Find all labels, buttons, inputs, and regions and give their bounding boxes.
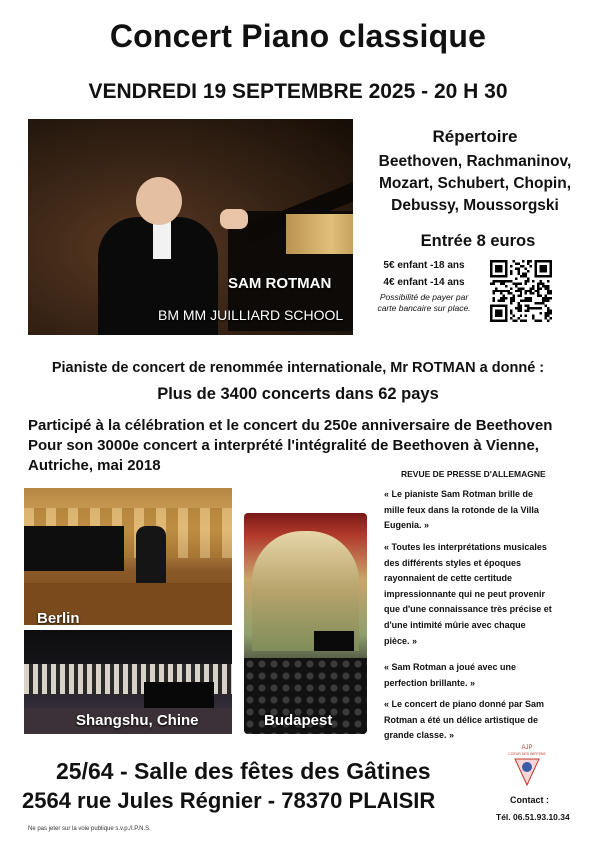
qr-module	[520, 275, 522, 277]
qr-module	[510, 297, 512, 299]
qr-module	[525, 292, 527, 294]
qr-module	[537, 285, 539, 287]
berlin-caption: Berlin	[37, 610, 80, 625]
qr-module	[520, 300, 522, 302]
footer-notice: Ne pas jeter sur la voie publique s.v.p./I.P.N.S.	[28, 826, 151, 832]
qr-module	[550, 310, 552, 312]
qr-module	[527, 290, 529, 292]
qr-module	[495, 290, 497, 292]
qr-module	[537, 292, 539, 294]
qr-module	[507, 290, 509, 292]
press-quote-line: rayonnaient de cette certitude	[384, 573, 513, 584]
qr-module	[510, 310, 512, 312]
qr-module	[547, 280, 549, 282]
qr-module	[502, 297, 504, 299]
qr-module	[515, 285, 517, 287]
qr-module	[517, 272, 519, 274]
press-quote-line: « Le pianiste Sam Rotman brille de	[384, 489, 534, 499]
qr-module	[532, 317, 534, 319]
qr-module	[515, 307, 517, 309]
qr-module	[507, 292, 509, 294]
venue-address: 2564 rue Jules Régnier - 78370 PLAISIR	[22, 788, 436, 813]
qr-module	[537, 282, 539, 284]
qr-module	[550, 312, 552, 314]
qr-module	[527, 270, 529, 272]
qr-module	[532, 315, 534, 317]
qr-module	[537, 290, 539, 292]
qr-module	[510, 265, 512, 267]
qr-module	[515, 290, 517, 292]
qr-finder-module	[495, 265, 502, 272]
press-quote	[384, 540, 574, 649]
qr-module	[547, 290, 549, 292]
qr-module	[547, 310, 549, 312]
qr-module	[500, 292, 502, 294]
concert-date: VENDREDI 19 SEPTEMBRE 2025 - 20 H 30	[88, 80, 508, 103]
qr-module	[517, 290, 519, 292]
qr-module	[512, 295, 514, 297]
qr-module	[525, 300, 527, 302]
qr-module	[545, 312, 547, 314]
qr-module	[520, 320, 522, 322]
qr-module	[527, 260, 529, 262]
qr-module	[545, 297, 547, 299]
qr-module	[530, 300, 532, 302]
qr-module	[540, 282, 542, 284]
qr-module	[495, 287, 497, 289]
qr-module	[510, 317, 512, 319]
payment-note-line: carte bancaire sur place.	[377, 303, 471, 313]
qr-module	[512, 315, 514, 317]
qr-module	[517, 317, 519, 319]
qr-module	[520, 307, 522, 309]
poster-title: Concert Piano classique	[109, 18, 487, 54]
qr-module	[545, 317, 547, 319]
qr-module	[517, 295, 519, 297]
qr-module	[525, 297, 527, 299]
qr-module	[540, 312, 542, 314]
qr-module	[537, 307, 539, 309]
pianist-hand-shape	[220, 209, 248, 229]
achievement-line: Autriche, mai 2018	[28, 457, 161, 474]
qr-module	[535, 320, 537, 322]
qr-module	[505, 280, 507, 282]
qr-module	[517, 302, 519, 304]
qr-module	[545, 315, 547, 317]
qr-module	[500, 290, 502, 292]
qr-module	[530, 290, 532, 292]
shanghai-photo	[24, 630, 232, 734]
qr-module	[492, 280, 494, 282]
qr-module	[522, 275, 524, 277]
qr-module	[527, 280, 529, 282]
qr-module	[500, 280, 502, 282]
qr-module	[522, 320, 524, 322]
qr-module	[532, 292, 534, 294]
qr-module	[527, 297, 529, 299]
qr-module	[505, 290, 507, 292]
qr-module	[517, 305, 519, 307]
qr-module	[492, 297, 494, 299]
qr-module	[540, 287, 542, 289]
repertoire-line: Beethoven, Rachmaninov,	[378, 153, 572, 170]
qr-module	[510, 272, 512, 274]
qr-module	[497, 280, 499, 282]
qr-module	[520, 310, 522, 312]
press-quote-line: « Sam Rotman a joué avec une	[384, 662, 517, 672]
qr-module	[515, 262, 517, 264]
press-quote-line: mille feux dans la rotonde de la Villa	[384, 504, 539, 515]
qr-module	[522, 265, 524, 267]
achievement-line: Pour son 3000e concert a interprété l'intégralité de Beethoven à Vienne,	[28, 437, 539, 454]
press-quote-line: impressionnante qui ne peut provenir	[384, 588, 546, 599]
entry-price: Entrée 8 euros	[420, 232, 536, 250]
qr-module	[545, 285, 547, 287]
qr-module	[492, 282, 494, 284]
qr-module	[510, 287, 512, 289]
press-quote-line: des différents styles et époques	[384, 557, 522, 568]
qr-module	[530, 260, 532, 262]
press-quote-line: pièce. »	[384, 635, 418, 646]
qr-module	[522, 260, 524, 262]
qr-module	[490, 282, 492, 284]
qr-module	[517, 262, 519, 264]
concert-count: Plus de 3400 concerts dans 62 pays	[157, 385, 439, 403]
budapest-photo	[244, 513, 367, 734]
price-child-14: 4€ enfant -14 ans	[383, 277, 465, 288]
press-quote-line: perfection brillante. »	[384, 677, 476, 688]
pianist-name: SAM ROTMAN	[228, 275, 332, 292]
qr-module	[550, 297, 552, 299]
piano-shape	[144, 682, 214, 708]
logo-dot-shape	[522, 762, 532, 772]
qr-module	[525, 290, 527, 292]
qr-module	[547, 300, 549, 302]
qr-module	[522, 287, 524, 289]
piano-shape	[24, 526, 124, 571]
qr-module	[510, 302, 512, 304]
qr-module	[497, 300, 499, 302]
repertoire-line: Mozart, Schubert, Chopin,	[378, 175, 572, 192]
qr-module	[530, 297, 532, 299]
price-child-18: 5€ enfant -18 ans	[383, 260, 465, 271]
qr-module	[505, 285, 507, 287]
qr-module	[527, 305, 529, 307]
shanghai-caption: Shangshu, Chine	[76, 712, 199, 729]
qr-module	[545, 300, 547, 302]
qr-module	[550, 292, 552, 294]
qr-module	[512, 260, 514, 262]
qr-module	[520, 305, 522, 307]
press-title: REVUE DE PRESSE D'ALLEMAGNE	[401, 469, 546, 479]
contact-phone[interactable]: Tél. 06.51.93.10.34	[496, 812, 570, 822]
qr-module	[517, 282, 519, 284]
qr-module	[542, 285, 544, 287]
qr-module	[537, 302, 539, 304]
qr-module	[512, 282, 514, 284]
qr-module	[517, 267, 519, 269]
qr-module	[492, 300, 494, 302]
repertoire-title: Répertoire	[432, 127, 518, 146]
qr-module	[540, 295, 542, 297]
qr-module	[512, 320, 514, 322]
association-logo-icon	[505, 741, 549, 789]
press-quote-line: Rotman a été un délice artistique de	[384, 714, 539, 725]
qr-module	[492, 290, 494, 292]
press-quote-line: que d'une connaissance très précise et	[384, 604, 552, 615]
press-quote-line: « Le concert de piano donné par Sam	[384, 699, 545, 709]
qr-module	[522, 300, 524, 302]
qr-module	[542, 297, 544, 299]
qr-module	[515, 282, 517, 284]
qr-module	[525, 320, 527, 322]
qr-module	[510, 292, 512, 294]
qr-module	[502, 300, 504, 302]
achievement-line: Participé à la célébration et le concert du 250e anniversaire de Beethoven	[28, 417, 553, 434]
qr-module	[537, 287, 539, 289]
logo-tagline: COEUR DES WIFFENS	[508, 752, 546, 756]
qr-module	[515, 320, 517, 322]
qr-module	[535, 290, 537, 292]
qr-module	[535, 302, 537, 304]
qr-module	[527, 310, 529, 312]
qr-module	[492, 292, 494, 294]
qr-module	[527, 307, 529, 309]
pianist-school: BM MM JUILLIARD SCHOOL	[158, 307, 344, 323]
qr-module	[550, 290, 552, 292]
qr-module	[547, 315, 549, 317]
qr-module	[547, 320, 549, 322]
qr-module	[540, 307, 542, 309]
qr-module	[502, 290, 504, 292]
qr-module	[547, 307, 549, 309]
qr-module	[517, 270, 519, 272]
pianist-photo	[28, 119, 353, 335]
qr-module	[507, 280, 509, 282]
qr-module	[527, 277, 529, 279]
qr-module	[550, 317, 552, 319]
qr-module	[540, 302, 542, 304]
qr-module	[532, 285, 534, 287]
press-quote-line: « Toutes les interprétations musicales	[384, 542, 547, 552]
press-quote-line: Eugenia. »	[384, 520, 430, 531]
qr-module	[510, 280, 512, 282]
qr-module	[542, 302, 544, 304]
qr-module	[525, 310, 527, 312]
qr-module	[502, 282, 504, 284]
qr-module	[547, 292, 549, 294]
pianist-shirt-shape	[153, 219, 171, 259]
qr-module	[520, 295, 522, 297]
qr-module	[547, 312, 549, 314]
qr-module	[522, 272, 524, 274]
qr-module	[525, 275, 527, 277]
qr-module	[520, 287, 522, 289]
qr-module	[547, 285, 549, 287]
pianist-head-shape	[136, 177, 182, 225]
qr-module	[530, 292, 532, 294]
qr-module	[537, 295, 539, 297]
qr-module	[517, 310, 519, 312]
qr-module	[510, 270, 512, 272]
press-quote-line: d'une intimité mûrie avec chaque	[384, 619, 526, 630]
press-quote	[384, 660, 574, 691]
qr-module	[497, 290, 499, 292]
qr-module	[537, 320, 539, 322]
qr-module	[547, 287, 549, 289]
repertoire-line: Debussy, Moussorgski	[391, 197, 559, 214]
qr-module	[500, 297, 502, 299]
qr-module	[525, 267, 527, 269]
qr-module	[512, 297, 514, 299]
qr-module	[515, 267, 517, 269]
qr-module	[545, 305, 547, 307]
piano-shape	[314, 631, 354, 651]
qr-module	[510, 300, 512, 302]
payment-note	[366, 292, 482, 314]
qr-code-icon[interactable]	[490, 260, 552, 322]
qr-module	[540, 280, 542, 282]
press-quote-line: grande classe. »	[384, 730, 455, 741]
payment-note-line: Possibilité de payer par	[379, 292, 469, 302]
qr-module	[495, 280, 497, 282]
qr-module	[520, 290, 522, 292]
qr-module	[520, 315, 522, 317]
qr-module	[525, 280, 527, 282]
qr-module	[532, 287, 534, 289]
venue-name: 25/64 - Salle des fêtes des Gâtines	[56, 758, 431, 784]
qr-module	[500, 300, 502, 302]
intro-text: Pianiste de concert de renommée internationale, Mr ROTMAN a donné :	[51, 360, 545, 376]
budapest-caption: Budapest	[264, 712, 333, 729]
qr-module	[525, 315, 527, 317]
qr-finder-module	[540, 265, 547, 272]
qr-module	[515, 277, 517, 279]
logo-abbr: AJP	[521, 745, 533, 751]
qr-module	[520, 282, 522, 284]
qr-module	[527, 262, 529, 264]
qr-module	[542, 300, 544, 302]
qr-module	[525, 305, 527, 307]
qr-module	[525, 272, 527, 274]
qr-module	[547, 297, 549, 299]
qr-module	[527, 300, 529, 302]
qr-module	[517, 287, 519, 289]
qr-module	[525, 282, 527, 284]
qr-module	[505, 297, 507, 299]
qr-module	[502, 295, 504, 297]
qr-module	[545, 287, 547, 289]
qr-module	[540, 320, 542, 322]
qr-module	[512, 300, 514, 302]
qr-module	[520, 265, 522, 267]
qr-module	[530, 287, 532, 289]
press-quote	[384, 487, 574, 534]
piano-strings-shape	[286, 214, 353, 254]
qr-finder-module	[495, 310, 502, 317]
qr-module	[500, 282, 502, 284]
contact-label: Contact :	[510, 795, 549, 805]
berlin-photo	[24, 488, 232, 625]
qr-module	[532, 307, 534, 309]
press-quote	[384, 697, 574, 744]
qr-module	[530, 307, 532, 309]
qr-module	[520, 292, 522, 294]
qr-module	[545, 295, 547, 297]
qr-module	[517, 307, 519, 309]
qr-module	[530, 265, 532, 267]
qr-module	[532, 280, 534, 282]
qr-module	[542, 282, 544, 284]
qr-module	[502, 280, 504, 282]
qr-module	[535, 307, 537, 309]
qr-module	[510, 312, 512, 314]
